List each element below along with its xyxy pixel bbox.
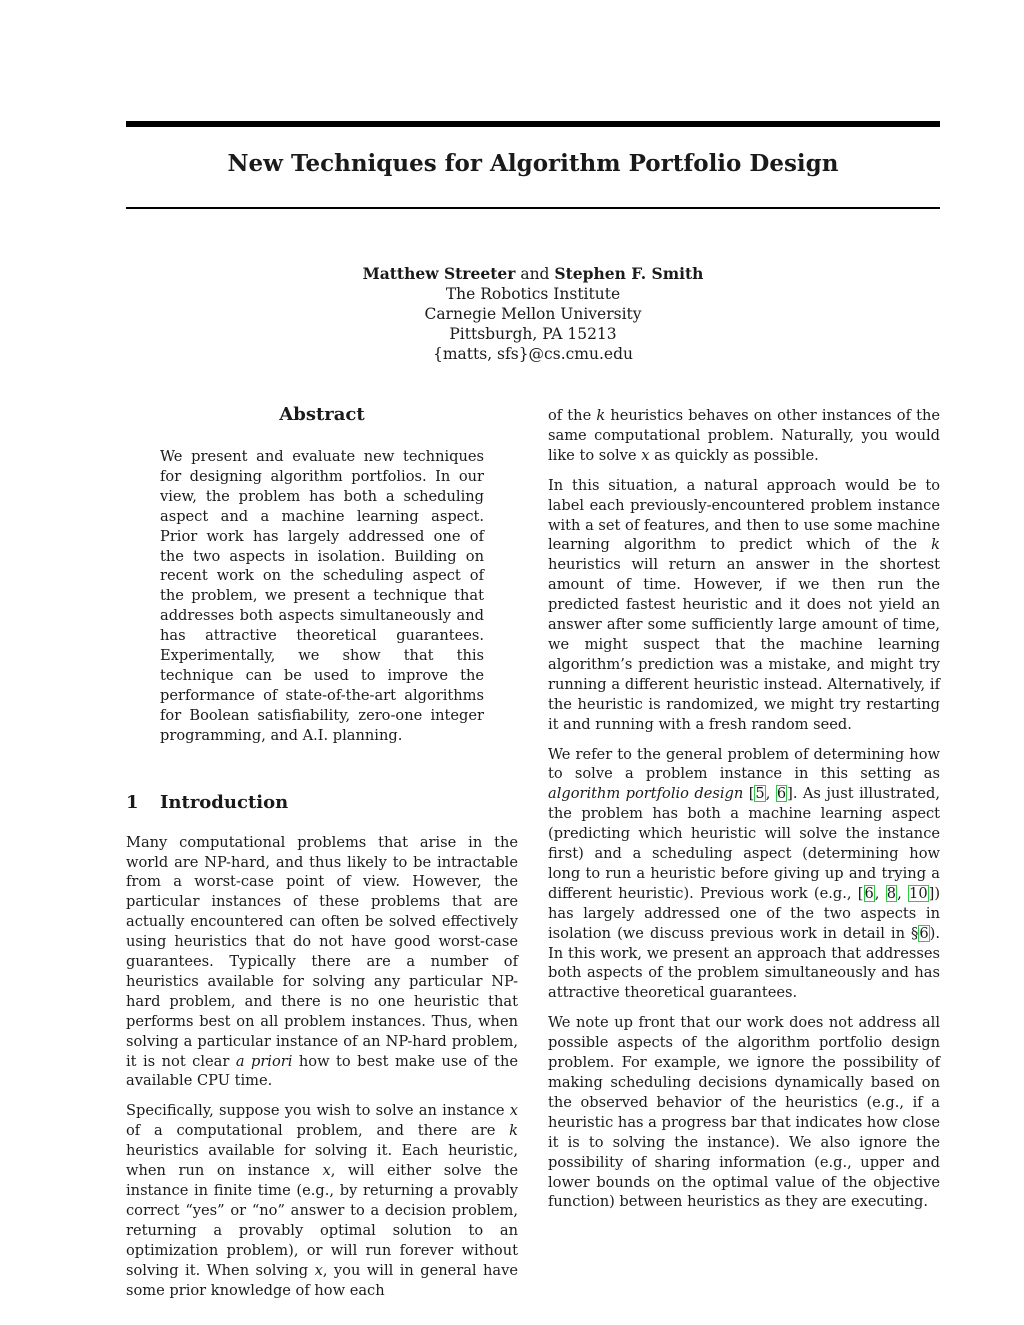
intro-p1-text: Many computational problems that arise in the world are NP-hard, and thus likely to be intractable from a worst-case point of view. However, the particular instances of these problems that are actually encountered can often be solved effectively using heuristics that do not have good worst-case guarantees. Typically there are a number of heuristics available for solving any particular NP-hard problem, and there is no one heuristic that performs best on all problem instances. Thus, when solving a particular instance of an NP-hard problem, it is not clear <box>126 833 518 1070</box>
citation-link[interactable]: 5 <box>755 785 765 803</box>
title-top-rule <box>126 121 940 127</box>
intro-p2-d: , will either solve the instance in finite time (e.g., by returning a provably correct “yes” or “no” answer to a decision problem, returning a provably optimal solution to an optimization problem), or will run forever without solving it. When solving <box>126 1162 519 1279</box>
intro-paragraph-3 <box>548 406 940 466</box>
math-k: k <box>509 1122 518 1140</box>
intro-paragraph-2 <box>126 1101 518 1300</box>
affiliation-institute: The Robotics Institute <box>445 285 621 303</box>
math-x: x <box>509 1102 519 1120</box>
right-column <box>548 406 940 1222</box>
intro-p1-italic: a priori <box>235 1052 293 1070</box>
section-heading-introduction <box>126 792 518 813</box>
affiliation-address: Pittsburgh, PA 15213 <box>449 325 617 343</box>
intro-p3-b: heuristics behaves on other instances of the same computational problem. Naturally, you would like to solve <box>548 407 940 464</box>
citation-link[interactable]: 10 <box>909 884 928 902</box>
section-title-text: Introduction <box>160 791 289 813</box>
left-column <box>126 404 518 1310</box>
intro-p1-end: how to best make use of the available CPU time. <box>126 1052 519 1090</box>
abstract-text: We present and evaluate new techniques for designing algorithm portfolios. In our view, the problem has both a scheduling aspect and a machine learning aspect. Prior work has largely addressed one of the two aspects in isolation. Building on recent work on the scheduling aspect of the problem, we present a technique that addresses both aspects simultaneously and has attractive theoretical guarantees. Experimentally, we show that this technique can be used to improve the performance of state-of-the-art algorithms for Boolean satisfiability, zero-one integer programming, and A.I. planning. <box>160 448 484 744</box>
citation-link[interactable]: 6 <box>776 785 787 803</box>
intro-p3-c: as quickly as possible. <box>654 446 819 464</box>
intro-p2-e: , you will in general have some prior knowledge of how each <box>126 1261 519 1299</box>
affiliation-university: Carnegie Mellon University <box>424 305 642 323</box>
intro-p5-italic: algorithm portfolio design <box>548 785 744 803</box>
intro-paragraph-4 <box>548 476 940 735</box>
author-block <box>126 264 940 364</box>
intro-paragraph-1 <box>126 833 518 1092</box>
math-x: x <box>641 446 650 464</box>
intro-p3-a: of the <box>548 407 592 424</box>
title-bottom-rule <box>126 207 940 209</box>
intro-p5-a: We refer to the general problem of determining how to solve a problem instance in this setting as <box>548 745 940 783</box>
math-k: k <box>596 407 606 424</box>
section-ref-link[interactable]: 6 <box>919 924 929 942</box>
math-k: k <box>931 536 940 554</box>
intro-p5-b: . As just illustrated, the problem has both a machine learning aspect (predicting which heuristic will solve the instance first) and a scheduling aspect (determining how long to run a heuristic before giving up and trying a different heuristic). Previous work (e.g., <box>548 785 940 902</box>
intro-p5-c: ) has largely addressed one of the two aspects in isolation (we discuss previous work in detail in § <box>548 884 941 942</box>
intro-p2-b: of a computational problem, and there are <box>126 1122 496 1140</box>
author-names <box>126 264 940 284</box>
intro-p4-a: In this situation, a natural approach would be to label each previously-encountered problem instance with a set of features, and then to use some machine learning algorithm to predict which of the <box>548 476 940 554</box>
author-and: and <box>520 265 550 283</box>
section-number: 1 <box>126 791 139 813</box>
paper-title: New Techniques for Algorithm Portfolio Design <box>227 150 839 177</box>
intro-paragraph-5: We refer to the general problem of determining how to solve a problem instance in this setting as algorithm portfolio design [5, 6]. As just illustrated, the problem has both a machine learning aspect (predicting which heuristic will solve the instance first) and a scheduling aspect (determining how long to run a heuristic before giving up and trying a different heuristic). Previous work (e.g., [6, 8, 10]) has largely addressed one of the two aspects in isolation (we discuss previous work in detail in §6). In this work, we present an approach that addresses both aspects of the problem simultaneously and has attractive theoretical guarantees. <box>548 745 941 1002</box>
author-1: Matthew Streeter <box>362 264 516 283</box>
citation-link[interactable]: 6 <box>864 884 874 902</box>
author-email: {matts, sfs}@cs.cmu.edu <box>432 345 633 363</box>
intro-p2-a: Specifically, suppose you wish to solve an instance <box>126 1102 505 1120</box>
math-x: x <box>314 1261 323 1279</box>
intro-p2-c: heuristics available for solving it. Each heuristic, when run on instance <box>126 1142 518 1180</box>
intro-p5-d: ). In this work, we present an approach that addresses both aspects of the problem simultaneously and has attractive theoretical guarantees. <box>548 924 940 1002</box>
intro-paragraph-6: We note up front that our work does not address all possible aspects of the algorithm portfolio design problem. For example, we ignore the possibility of making scheduling decisions dynamically based on the observed behavior of the heuristics (e.g., if a heuristic has a progress bar that indicates how close it is to solving the instance). We also ignore the possibility of sharing information (e.g., upper and lower bounds on the optimal value of the objective function) between heuristics as they are executing. <box>548 1014 940 1211</box>
citation-link[interactable]: 8 <box>886 884 897 902</box>
abstract-heading: Abstract <box>279 404 365 425</box>
math-x: x <box>322 1162 331 1180</box>
author-2: Stephen F. Smith <box>554 264 704 283</box>
intro-p4-b: heuristics will return an answer in the shortest amount of time. However, if we then run the predicted fastest heuristic and it does not yield an answer after some sufficiently large amount of time, we might suspect that the machine learning algorithm’s prediction was a mistake, and might try running a different heuristic instead. Alternatively, if the heuristic is randomized, we might try restarting it and running with a fresh random seed. <box>548 556 940 733</box>
